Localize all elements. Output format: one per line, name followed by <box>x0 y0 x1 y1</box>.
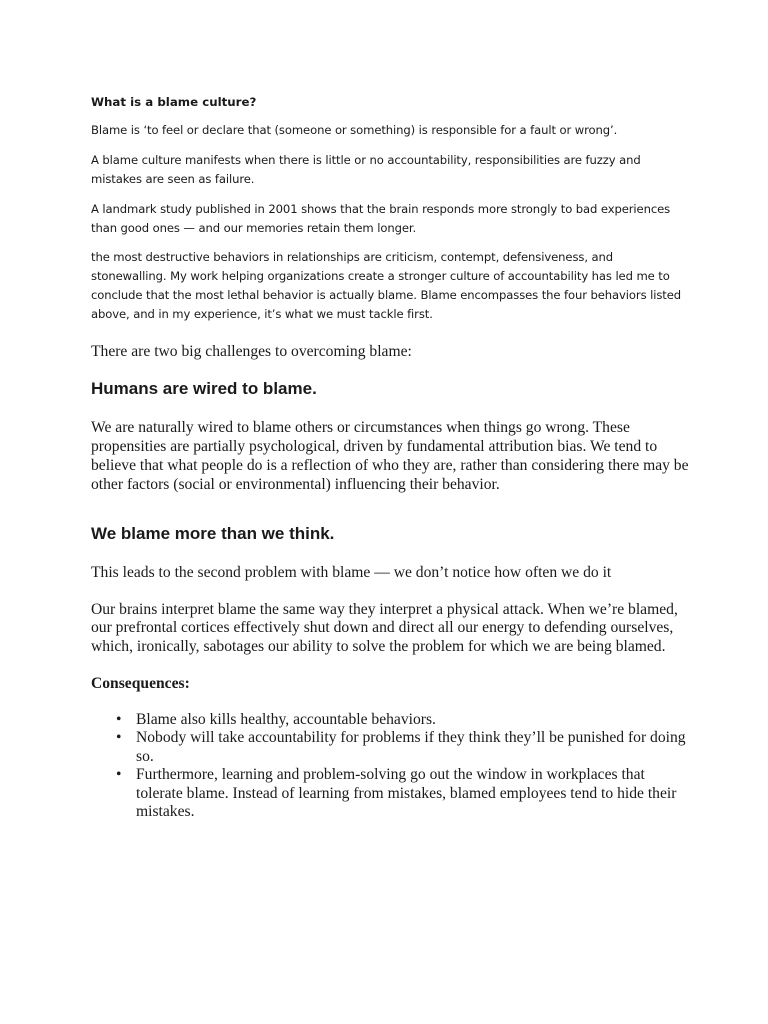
section-body-wired: We are naturally wired to blame others or circumstances when things go wrong. These propensities are partially psychological, driven by fundamental attribution bias. We tend to believe that what people do is a reflection of who they are, rather than considering there may be other factors (social or environmental) influencing their behavior. <box>91 418 689 494</box>
document-page <box>91 92 691 822</box>
list-item <box>91 729 691 766</box>
consequences-label: Consequences: <box>91 675 190 693</box>
definition-paragraph: Blame is ‘to feel or declare that (someone or something) is responsible for a fault or wrong’. <box>91 123 618 137</box>
blame-culture-paragraph: A blame culture manifests when there is little or no accountability, responsibilities are fuzzy and mistakes are seen as failure. <box>91 153 641 186</box>
list-item <box>91 711 691 730</box>
list-item-text: Furthermore, learning and problem-solving go out the window in workplaces that tolerate blame. Instead of learning from mistakes, blamed employees tend to hide their mistakes. <box>136 766 677 821</box>
challenges-intro: There are two big challenges to overcoming blame: <box>91 343 412 360</box>
consequences-list <box>91 711 691 822</box>
study-paragraph: A landmark study published in 2001 shows that the brain responds more strongly to bad experiences than good ones — and our memories retain them longer. <box>91 202 671 235</box>
bullet-icon: • <box>116 710 122 728</box>
list-item <box>91 766 691 822</box>
section-body-physical-attack: Our brains interpret blame the same way they interpret a physical attack. When we’re blamed, our prefrontal cortices effectively shut down and direct all our energy to defending ourselves, which, ironically, sabotages our ability to solve the problem for which we are being blamed. <box>91 600 678 655</box>
destructive-behaviors-paragraph: the most destructive behaviors in relationships are criticism, contempt, defensiveness, and stonewalling. My work helping organizations create a stronger culture of accountability has led me to conclude that the most lethal behavior is actually blame. Blame encompasses the four behaviors listed above, and in my experience, it’s what we must tackle first. <box>91 250 682 321</box>
section-heading-wired: Humans are wired to blame. <box>91 378 317 398</box>
list-item-text: Blame also kills healthy, accountable behaviors. <box>136 710 436 728</box>
document-title: What is a blame culture? <box>91 95 257 109</box>
section-body-second-problem: This leads to the second problem with blame — we don’t notice how often we do it <box>91 564 612 582</box>
list-item-text: Nobody will take accountability for problems if they think they’ll be punished for doing so. <box>136 729 686 765</box>
section-heading-blame-more: We blame more than we think. <box>91 524 335 544</box>
bullet-icon: • <box>116 729 122 747</box>
bullet-icon: • <box>116 766 122 784</box>
